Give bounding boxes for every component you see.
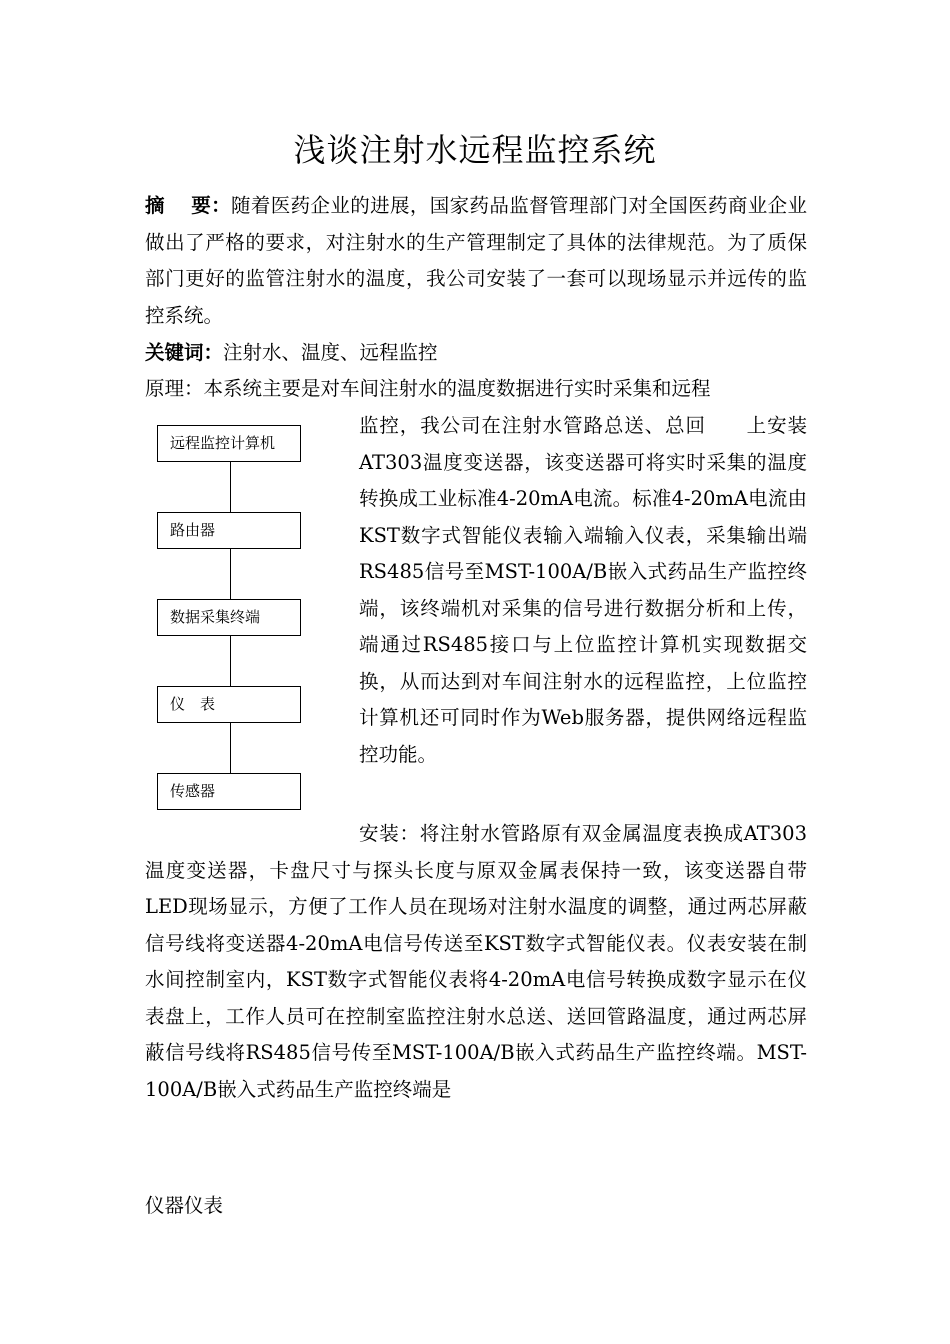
document-title: 浅谈注射水远程监控系统	[293, 131, 657, 169]
principle-continued-text: 监控，我公司在注射水管路总送、总回 上安装AT303温度变送器，该变送器可将实时采集的温度转换成工业标准4-20mA电流。标准4-20mA电流由KST数字式智能仪表输入端输入仪表，采集输出端RS485信号至MST-100A/B嵌入式药品生产监控终端，该终端机对采集的信号进行数据分析和上传，端通过RS485接口与上位监控计算机实现数据交换，从而达到对车间注射水的远程监控，上位监控计算机还可同时作为Web服务器，提供网络远程监控功能。	[359, 414, 807, 766]
connector-line	[230, 723, 231, 773]
diagram-box-remote-computer: 远程监控计算机	[157, 425, 301, 462]
installation-paragraph: 安装：将注射水管路原有双金属温度表换成AT303温度变送器，卡盘尺寸与探头长度与原双金属表保持一致，该变送器自带LED现场显示，方便了工作人员在现场对注射水温度的调整，通过两芯屏蔽信号线将变送器4-20mA电信号传送至KST数字式智能仪表。仪表安装在制水间控制室内，KST数字式智能仪表将4-20mA电信号转换成数字显示在仪表盘上，工作人员可在控制室监控注射水总送、送回管路温度，通过两芯屏蔽信号线将RS485信号传至MST-100A/B嵌入式药品生产监控终端。MST-100A/B嵌入式药品生产监控终端是	[145, 822, 807, 1101]
diagram-box-sensor: 传感器	[157, 773, 301, 810]
principle-first-text: 本系统主要是对车间注射水的温度数据进行实时采集和远程	[203, 377, 711, 400]
principle-label: 原理：	[145, 377, 204, 400]
keywords-text: 注射水、温度、远程监控	[223, 341, 438, 364]
connector-line	[230, 462, 231, 512]
diagram-box-instrument: 仪 表	[157, 686, 301, 723]
abstract-paragraph	[145, 188, 807, 334]
diagram-box-data-terminal: 数据采集终端	[157, 599, 301, 636]
category-label: 仪器仪表	[145, 1194, 224, 1217]
abstract-text: 随着医药企业的进展，国家药品监督管理部门对全国医药商业企业做出了严格的要求，对注射水的生产管理制定了具体的法律规范。为了质保部门更好的监管注射水的温度，我公司安装了一套可以现场显示并远传的监控系统。	[145, 194, 807, 327]
connector-line	[230, 636, 231, 686]
keywords-label: 关键词：	[145, 341, 224, 364]
principle-first-line	[145, 371, 807, 408]
abstract-label-2: 要：	[190, 194, 231, 217]
connector-line	[230, 549, 231, 599]
keywords-line	[145, 335, 807, 372]
diagram-box-router: 路由器	[157, 512, 301, 549]
abstract-label-1: 摘	[145, 194, 165, 217]
